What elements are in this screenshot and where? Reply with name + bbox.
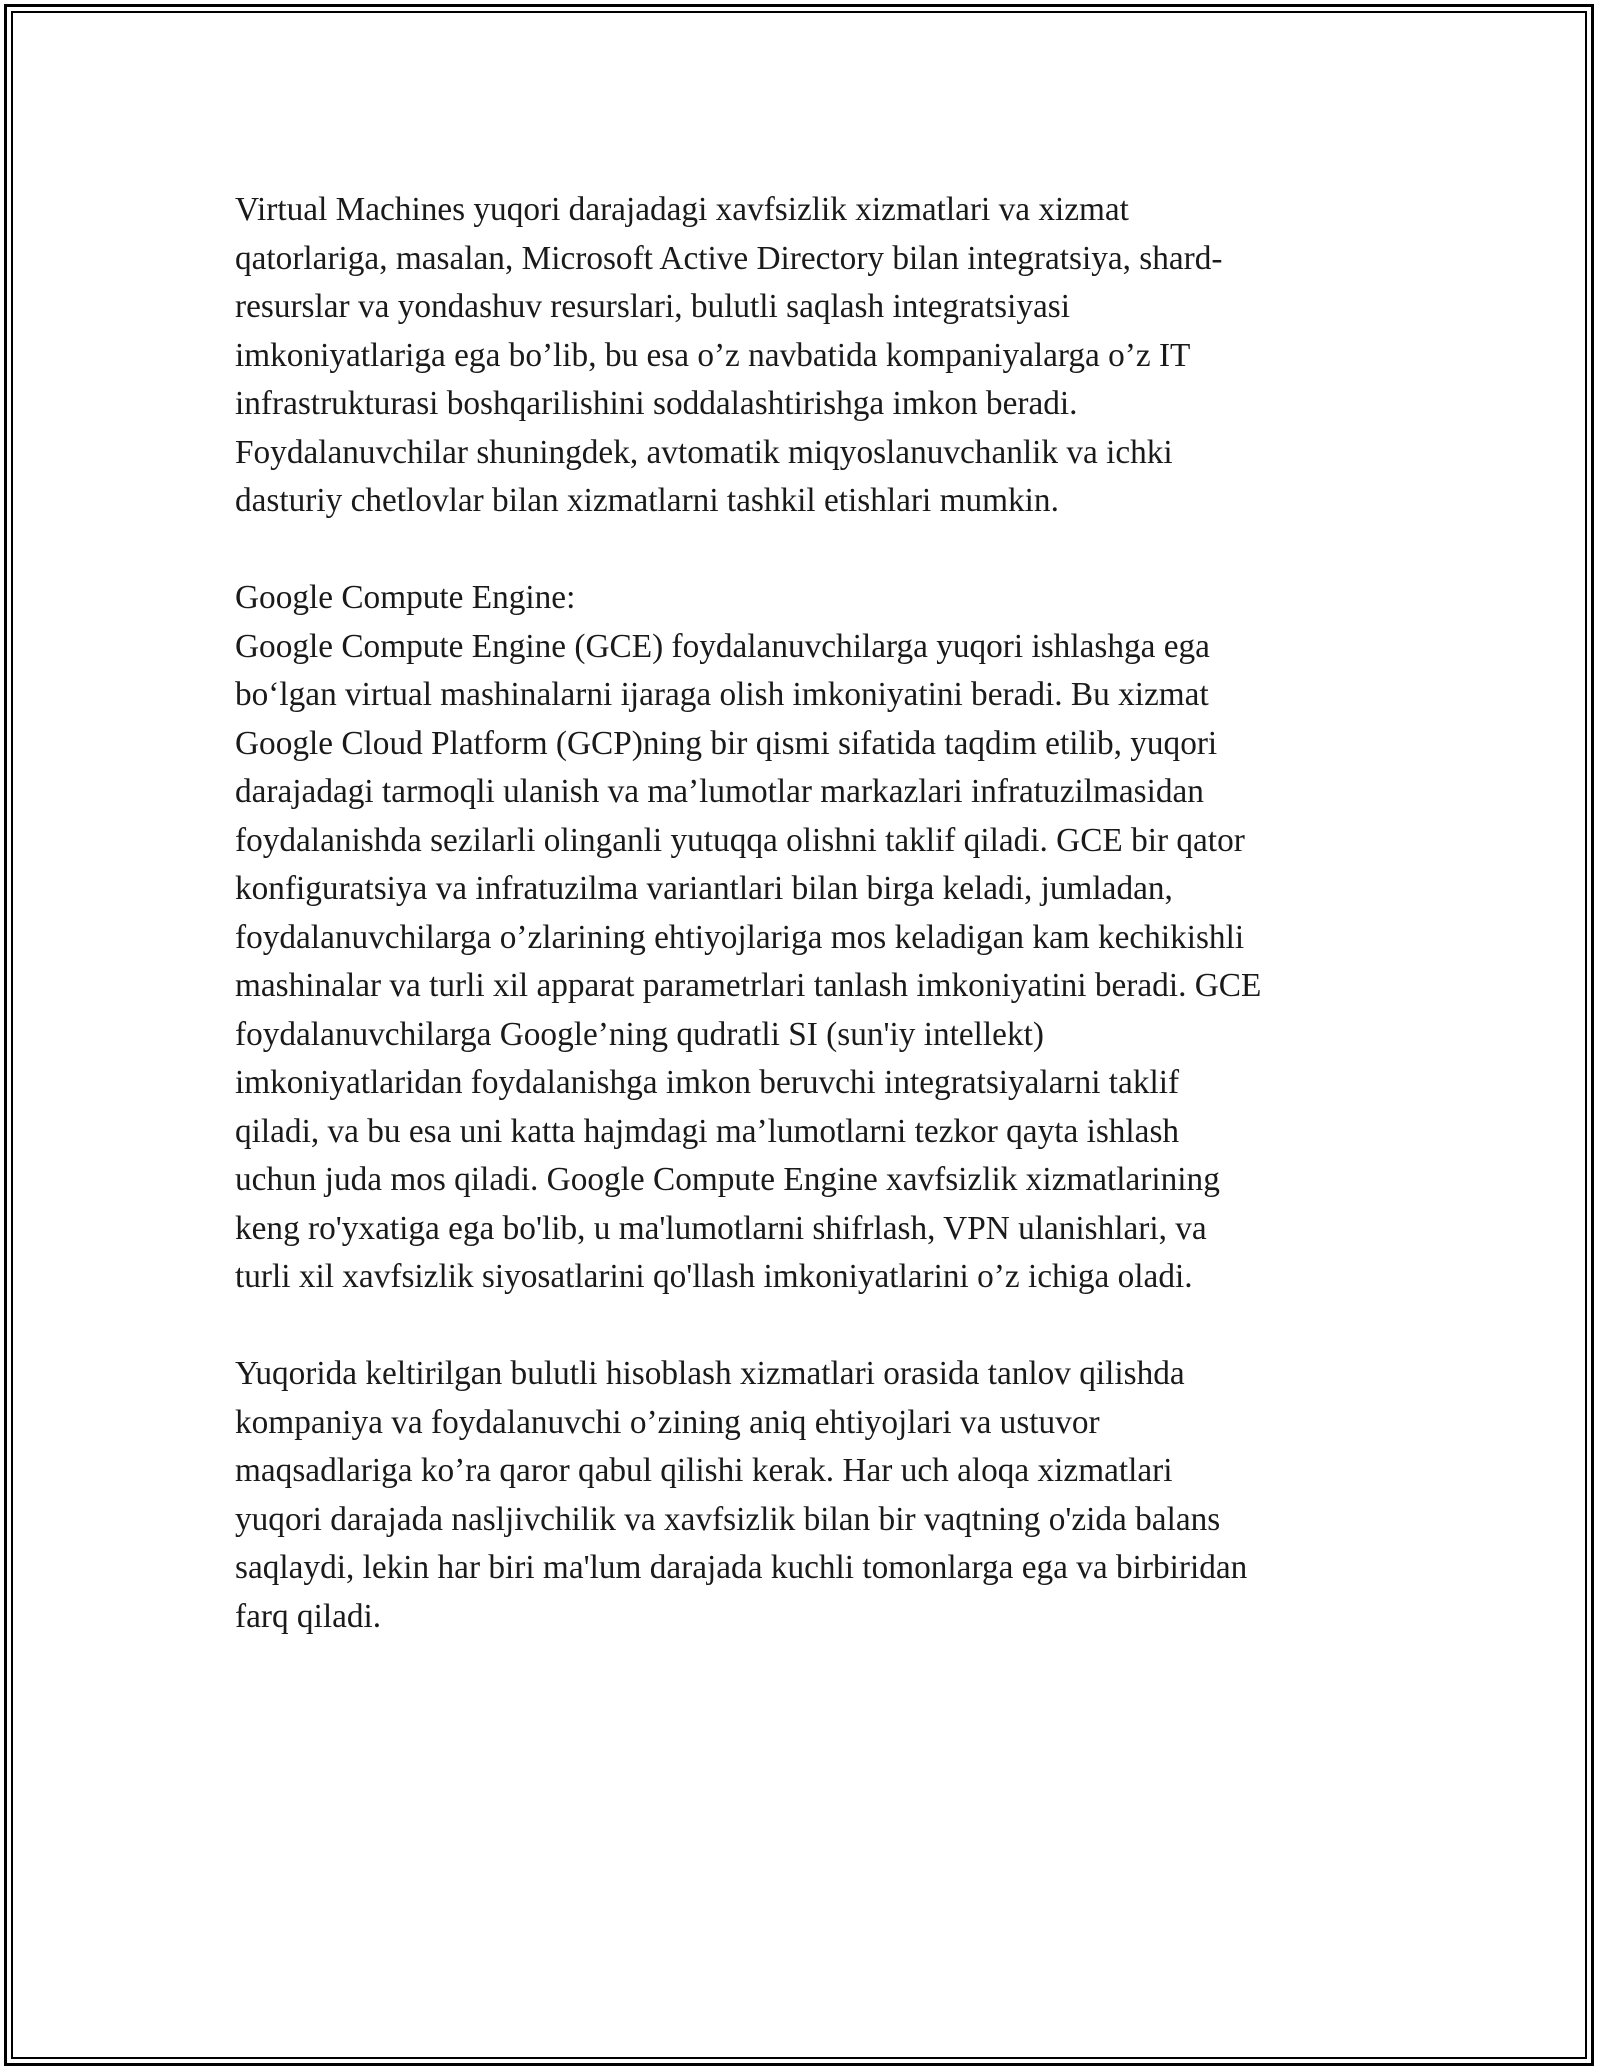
- text-line: Google Compute Engine (GCE) foydalanuvchilarga yuqori ishlashga ega: [235, 627, 1210, 665]
- text-line: darajadagi tarmoqli ulanish va ma’lumotlar markazlari infratuzilmasidan: [235, 773, 1204, 810]
- text-line: imkoniyatlaridan foydalanishga imkon beruvchi integratsiyalarni taklif: [235, 1064, 1180, 1101]
- text-line: konfiguratsiya va infratuzilma variantlari bilan birga keladi, jumladan,: [235, 870, 1173, 907]
- text-line: dasturiy chetlovlar bilan xizmatlarni tashkil etishlari mumkin.: [235, 482, 1059, 519]
- text-line: foydalanishda sezilarli olinganli yutuqqa olishni taklif qiladi. GCE bir qator: [235, 821, 1245, 859]
- text-line: imkoniyatlariga ega bo’lib, bu esa o’z navbatida kompaniyalarga o’z IT: [235, 336, 1191, 374]
- paragraph-spacer: [235, 526, 1380, 575]
- paragraph-spacer: [235, 1302, 1380, 1351]
- text-line: mashinalar va turli xil apparat parametrlari tanlash imkoniyatini beradi. GCE: [235, 967, 1262, 1004]
- text-line: turli xil xavfsizlik siyosatlarini qo'llash imkoniyatlarini o’z ichiga oladi.: [235, 1258, 1193, 1295]
- text-line: qiladi, va bu esa uni katta hajmdagi ma’lumotlarni tezkor qayta ishlash: [235, 1112, 1180, 1150]
- text-line: farq qiladi.: [235, 1597, 382, 1635]
- text-line: kompaniya va foydalanuvchi o’zining aniq ehtiyojlari va ustuvor: [235, 1403, 1100, 1441]
- text-line: maqsadlariga ko’ra qaror qabul qilishi kerak. Har uch aloqa xizmatlari: [235, 1452, 1173, 1489]
- text-line: uchun juda mos qiladi. Google Compute Engine xavfsizlik xizmatlarining: [235, 1161, 1220, 1198]
- paragraph-virtual-machines: [235, 186, 1380, 526]
- text-line: bo‘lgan virtual mashinalarni ijaraga olish imkoniyatini beradi. Bu xizmat: [235, 676, 1209, 713]
- document-body: [235, 186, 1380, 1641]
- text-line: resurslar va yondashuv resurslari, bulutli saqlash integratsiyasi: [235, 288, 1071, 325]
- text-line: saqlaydi, lekin har biri ma'lum darajada kuchli tomonlarga ega va birbiridan: [235, 1549, 1248, 1586]
- text-line: Foydalanuvchilar shuningdek, avtomatik miqyoslanuvchanlik va ichki: [235, 433, 1173, 471]
- text-line: qatorlariga, masalan, Microsoft Active Directory bilan integratsiya, shard-: [235, 239, 1223, 277]
- paragraph-conclusion: [235, 1350, 1380, 1641]
- text-line: foydalanuvchilarga Google’ning qudratli SI (sun'iy intellekt): [235, 1015, 1044, 1053]
- section-heading: Google Compute Engine:: [235, 579, 576, 616]
- text-line: foydalanuvchilarga o’zlarining ehtiyojlariga mos keladigan kam kechikishli: [235, 918, 1245, 956]
- text-line: Yuqorida keltirilgan bulutli hisoblash xizmatlari orasida tanlov qilishda: [235, 1355, 1185, 1392]
- text-line: keng ro'yxatiga ega bo'lib, u ma'lumotlarni shifrlash, VPN ulanishlari, va: [235, 1209, 1207, 1247]
- text-line: infrastrukturasi boshqarilishini soddalashtirishga imkon beradi.: [235, 385, 1078, 422]
- text-line: Virtual Machines yuqori darajadagi xavfsizlik xizmatlari va xizmat: [235, 191, 1129, 228]
- paragraph-google-compute-engine: [235, 574, 1380, 1302]
- text-line: Google Cloud Platform (GCP)ning bir qismi sifatida taqdim etilib, yuqori: [235, 724, 1218, 762]
- text-line: yuqori darajada nasljivchilik va xavfsizlik bilan bir vaqtning o'zida balans: [235, 1500, 1221, 1538]
